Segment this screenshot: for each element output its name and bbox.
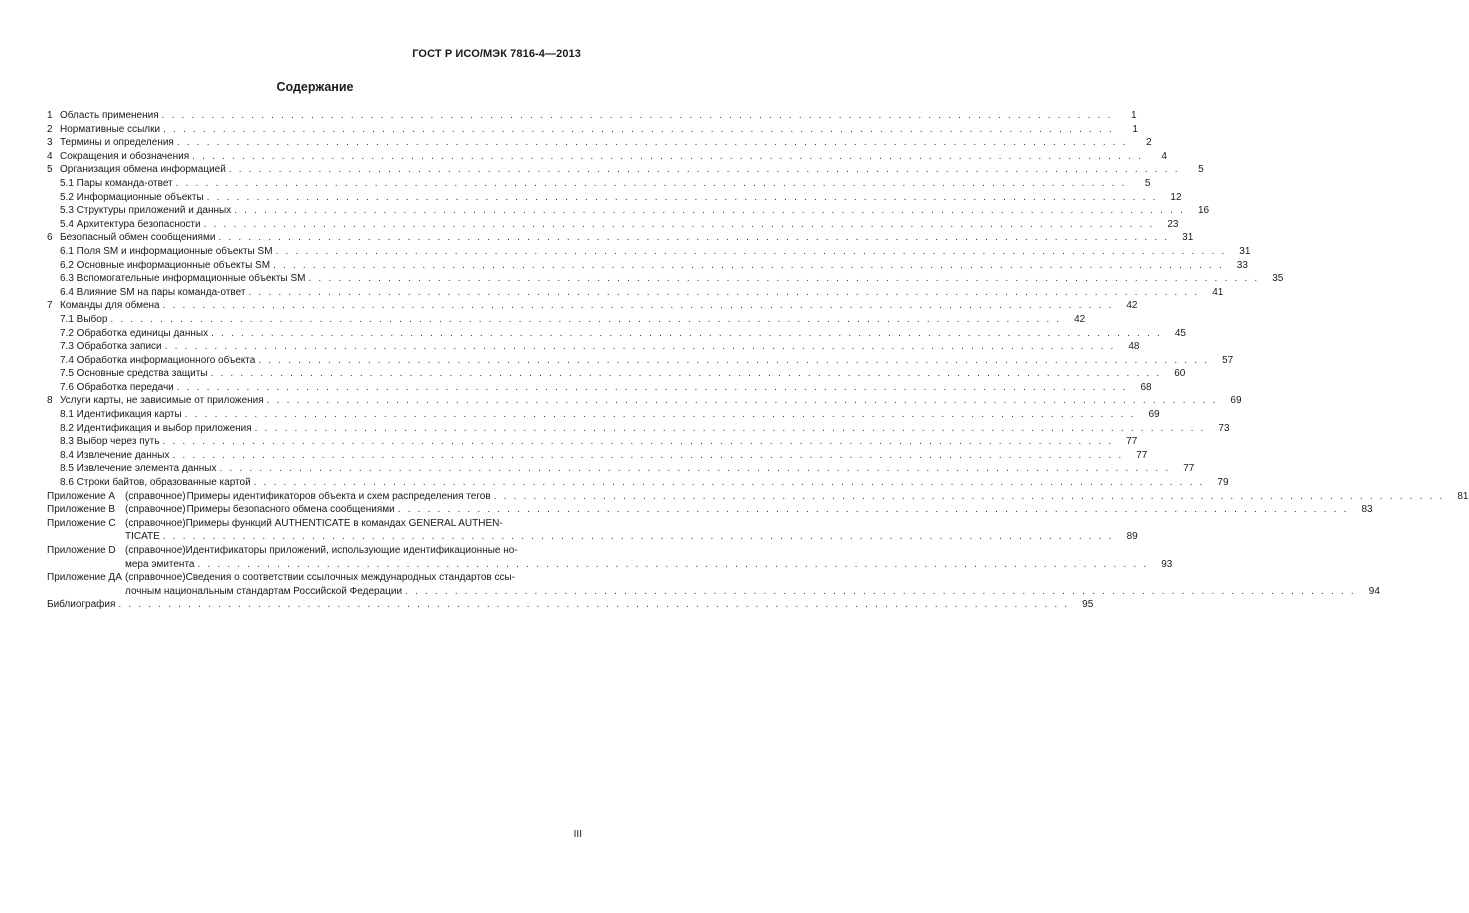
toc-entry-label: 6.3 Вспомогательные информационные объекты SM [60,273,306,285]
appendix-title: лочным национальным стандартам Российской Федерации [125,585,403,597]
appendix-title: Примеры идентификаторов объекта и схем распределения тегов [186,490,491,502]
appendix-designation: Приложение D [47,545,116,556]
appendix-type: (справочное) [125,572,186,584]
toc-leader-dots [118,598,1069,612]
toc-entry[interactable] [47,245,1251,259]
toc-appendix[interactable] [47,503,1373,517]
appendix-title: Сведения о соответствии ссылочных международных стандартов ссы- [185,572,516,584]
appendix-line [125,517,1138,531]
toc-leader-dots [197,558,1148,572]
appendix-line [125,558,1172,572]
toc-entry-page: 16 [1197,205,1210,217]
toc-entry[interactable] [47,299,1138,313]
toc-leader-dots [229,163,1180,177]
toc-leader-dots [207,191,1158,205]
appendix-body [125,490,1469,504]
toc-entry[interactable] [47,177,1151,191]
toc-leader-dots [220,462,1171,476]
toc-entry[interactable] [47,259,1248,273]
toc-entry-label: 8.4 Извлечение данных [60,449,170,461]
toc-entry-page: 94 [1368,585,1380,597]
standard-designation: ГОСТ Р ИСО/МЭК 7816-4—2013 [412,48,581,60]
toc-entry[interactable] [47,163,1204,177]
toc-entries [47,109,1284,490]
appendix-title: TICATE [125,531,160,543]
toc-entry-label: 7.5 Основные средства защиты [60,368,208,380]
toc-leader-dots [273,259,1224,273]
toc-entry-page: 60 [1174,368,1186,380]
toc-entry-page: 31 [1239,245,1251,257]
toc-leader-dots [276,245,1227,259]
toc-entry-page: 48 [1128,341,1140,353]
toc-entry-page: 77 [1126,436,1138,448]
appendix-body [125,517,1138,544]
toc-entry-label: 5.4 Архитектура безопасности [60,218,201,230]
appendix-type: (справочное) [125,504,186,516]
toc-entry[interactable] [47,327,1186,341]
toc-entry-page: 93 [1161,558,1173,570]
toc-leader-dots [218,231,1169,245]
toc-entry-number: 3 [47,137,53,149]
toc-appendix[interactable] [47,571,1380,598]
toc-entry-label: Услуги карты, не зависимые от приложения [60,395,264,407]
toc-leader-dots [163,530,1114,544]
toc-entry-page: 57 [1222,354,1234,366]
appendix-type: (справочное) [125,517,186,529]
toc-entry-page: 23 [1167,218,1179,230]
toc-entry-page: 42 [1074,313,1086,325]
toc-entry-label: 8.2 Идентификация и выбор приложения [60,422,252,434]
toc-entry-bibliography[interactable] [47,598,1094,612]
toc-leader-dots [185,408,1136,422]
toc-entry-label: Область применения [60,110,159,121]
appendix-designation: Приложение В [47,504,116,516]
appendix-body [125,571,1380,598]
appendix-line [125,490,1469,504]
toc-leader-dots [177,381,1128,395]
toc-leader-dots [165,340,1116,354]
toc-entry-number: 2 [47,123,53,135]
toc-entry-page: 79 [1217,477,1229,489]
toc-entry-page: 45 [1174,327,1186,339]
toc-leader-dots [258,354,1209,368]
toc-entry-page: 1 [1130,110,1137,121]
toc-entry[interactable] [47,340,1140,354]
toc-entry-label: Безопасный обмен сообщениями [60,232,216,244]
appendix-line [125,530,1138,544]
toc-entry-page: 69 [1148,409,1160,421]
toc-entry-page: 77 [1183,463,1195,475]
toc-entry[interactable] [47,218,1179,232]
toc-entry-page: 68 [1140,381,1152,393]
toc-leader-dots [254,476,1205,490]
toc-leader-dots [176,177,1127,191]
page-number: III [573,829,582,840]
toc-leader-dots [267,394,1218,408]
toc-entry-page: 33 [1236,259,1248,271]
toc-entry-label: 8.5 Извлечение элемента данных [60,463,217,475]
toc-entry-page: 2 [1146,137,1152,149]
appendix-designation: Приложение ДА [47,572,122,584]
toc-entry-page: 95 [1082,599,1094,611]
appendix-title: Примеры безопасного обмена сообщениями [186,504,395,516]
toc-entry-label: 5.1 Пары команда-ответ [60,177,173,189]
toc-entry-page: 42 [1126,300,1138,312]
toc-entry-label: 6.2 Основные информационные объекты SM [60,259,271,271]
toc-entry[interactable] [47,204,1210,218]
toc-entry-label: 7.2 Обработка единицы данных [60,327,209,339]
toc-leader-dots [398,503,1349,517]
toc-entry-label: 8.6 Строки байтов, образованные картой [60,477,251,489]
toc-leader-dots [110,313,1061,327]
toc-entry-page: 1 [1132,123,1138,135]
toc-entry-page: 5 [1144,177,1151,189]
toc-leader-dots [192,150,1143,164]
toc-leader-dots [172,449,1123,463]
toc-entry-number: 6 [47,232,53,244]
toc-entry-page: 41 [1212,286,1224,298]
toc-entry-label: 8.3 Выбор через путь [60,436,160,448]
appendix-type: (справочное) [125,490,186,502]
toc-entry[interactable] [47,286,1224,300]
toc-entry-number: 4 [47,150,53,162]
toc-entry-label: 6.1 Поля SM и информационные объекты SM [60,245,273,257]
toc-entry[interactable] [47,462,1195,476]
toc-entry-label: 5.2 Информационные объекты [60,191,204,203]
toc-entry-label: Сокращения и обозначения [60,150,190,162]
appendix-line [125,585,1380,599]
toc-leader-dots [248,286,1199,300]
toc-leader-dots [162,435,1113,449]
toc-leader-dots [308,272,1259,286]
appendix-line [125,544,1172,558]
toc-entry-page: 89 [1126,531,1138,543]
toc-leader-dots [204,218,1155,232]
toc-entry-page: 73 [1218,422,1230,434]
toc-entry-number: 7 [47,300,53,312]
toc-leader-dots [405,585,1356,599]
appendix-designation: Приложение С [47,517,116,529]
toc-entry[interactable] [47,435,1138,449]
toc-entry-label: Нормативные ссылки [60,123,161,135]
toc-entry-label: Термины и определения [60,137,174,149]
toc-leader-dots [163,123,1114,137]
toc-appendix[interactable] [47,544,1173,571]
toc-entry-number: 1 [47,110,53,121]
toc-entry-label: 5.3 Структуры приложений и данных [60,205,232,217]
toc-appendix[interactable] [47,490,1469,504]
toc-entry[interactable] [47,422,1230,436]
toc-leader-dots [234,204,1185,218]
toc-entry[interactable] [47,476,1229,490]
toc-entry[interactable] [47,191,1182,205]
toc-entry-label: 7.4 Обработка информационного объекта [60,354,256,366]
toc-entry-page: 83 [1361,504,1373,516]
toc-entry-page: 4 [1161,150,1167,162]
toc-entry-number: 8 [47,395,53,407]
toc-entry-label: Организация обмена информацией [60,164,226,176]
table-of-contents [47,109,1469,612]
toc-entry-label: 8.1 Идентификация карты [60,409,182,421]
toc-entry-page: 81 [1457,490,1469,502]
toc-appendix[interactable] [47,517,1138,544]
toc-entry-page: 35 [1272,273,1284,285]
toc-entry-page: 5 [1198,164,1204,176]
toc-entry-label: 6.4 Влияние SM на пары команда-ответ [60,286,246,298]
toc-entry[interactable] [47,394,1242,408]
toc-entry[interactable] [47,408,1160,422]
toc-entry[interactable] [47,313,1086,327]
toc-leader-dots [162,109,1113,123]
appendix-title: Идентификаторы приложений, использующие идентификационные но- [185,545,518,556]
toc-entry[interactable] [47,367,1186,381]
toc-title: Содержание [276,80,354,94]
appendix-title: мера эмитента [125,558,195,570]
toc-entry-label: 7.6 Обработка передачи [60,381,174,393]
toc-entry-page: 31 [1182,232,1194,244]
toc-appendices [47,490,1469,599]
toc-entry-number: 5 [47,164,53,176]
toc-entry-label: 7.1 Выбор [60,313,108,325]
toc-leader-dots [163,299,1114,313]
toc-leader-dots [255,422,1206,436]
toc-leader-dots [211,327,1162,341]
toc-leader-dots [494,490,1445,504]
toc-entry-page: 77 [1136,449,1148,461]
toc-entry-label: 7.3 Обработка записи [60,341,162,353]
toc-entry[interactable] [47,381,1152,395]
appendix-title: Примеры функций AUTHENTICATE в командах GENERAL AUTHEN- [185,517,503,529]
appendix-body [125,503,1373,517]
toc-entry[interactable] [47,272,1284,286]
toc-entry[interactable] [47,150,1167,164]
appendix-designation: Приложение А [47,490,116,502]
toc-entry-label: Библиография [47,599,116,611]
appendix-body [125,544,1172,571]
toc-entry[interactable] [47,123,1138,137]
appendix-type: (справочное) [125,545,186,556]
toc-entry-page: 69 [1230,395,1242,407]
toc-entry[interactable] [47,136,1152,150]
appendix-line [125,503,1373,517]
appendix-line [125,571,1380,585]
toc-entry[interactable] [47,109,1137,123]
toc-entry[interactable] [47,354,1234,368]
toc-entry[interactable] [47,449,1148,463]
toc-entry[interactable] [47,231,1194,245]
toc-entry-page: 12 [1170,191,1182,203]
toc-leader-dots [211,367,1162,381]
toc-entry-label: Команды для обмена [60,300,160,312]
toc-leader-dots [177,136,1128,150]
